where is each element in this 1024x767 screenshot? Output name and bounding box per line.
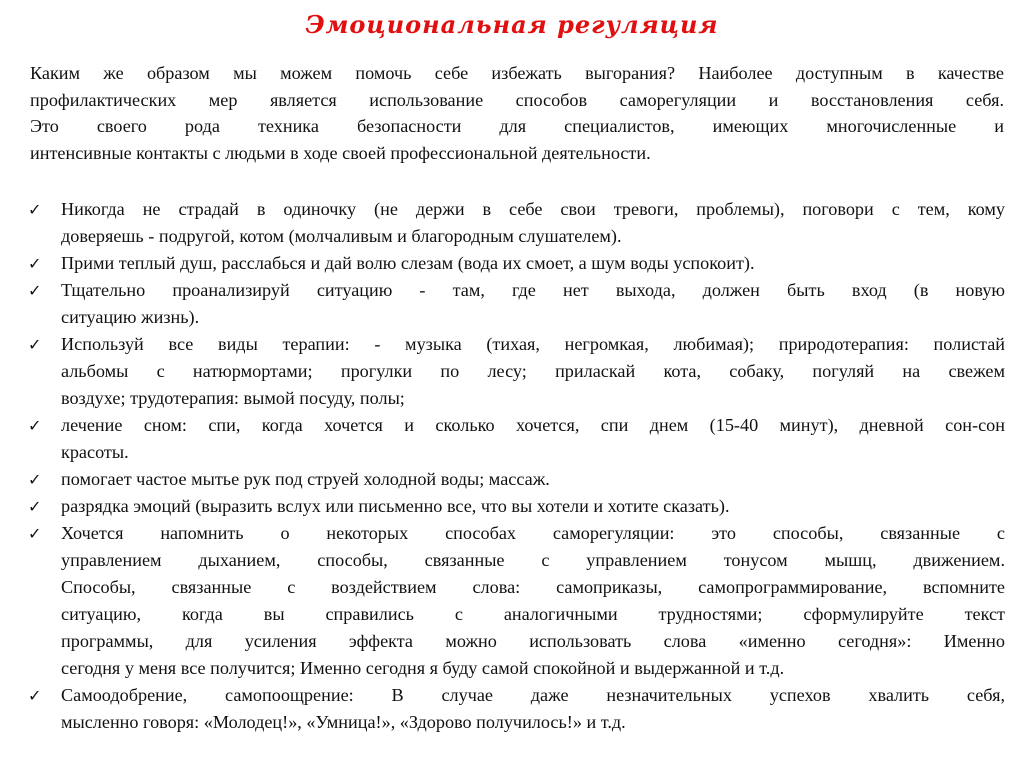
bullet-line: помогает частое мытье рук под струей холодной воды; массаж. (61, 469, 550, 489)
slide-title: Эмоциональная регуляция (305, 10, 719, 39)
tips-list (28, 196, 1005, 736)
intro-line: профилактических мер является использование способов саморегуляции и восстановления себя. (30, 89, 1004, 110)
bullet-line: Тщательно проанализируй ситуацию - там, где нет выхода, должен быть вход (в новую (61, 280, 1005, 300)
bullet-line: доверяешь - подругой, котом (молчаливым и благородным слушателем). (61, 226, 622, 246)
bullet-line: ситуацию жизнь). (61, 307, 200, 327)
check-mark-icon: ✓ (28, 524, 42, 543)
list-item (28, 196, 1005, 250)
bullet-line: программы, для усиления эффекта можно использовать слова «именно сегодня»: Именно (61, 631, 1005, 651)
list-item (28, 466, 1005, 493)
check-mark-icon: ✓ (28, 335, 42, 354)
bullet-line: сегодня у меня все получится; Именно сегодня я буду самой спокойной и выдержанной и т.д. (61, 658, 785, 678)
bullet-line: управлением дыханием, способы, связанные с управлением тонусом мышц, движением. (61, 550, 1005, 570)
bullet-line: разрядка эмоций (выразить вслух или письменно все, что вы хотели и хотите сказать). (61, 496, 730, 516)
list-item (28, 682, 1005, 736)
bullet-line: Прими теплый душ, расслабься и дай волю слезам (вода их смоет, а шум воды успокоит). (61, 253, 755, 273)
bullet-line: Способы, связанные с воздействием слова: самоприказы, самопрограммирование, вспомните (61, 577, 1005, 597)
bullet-line: воздухе; трудотерапия: вымой посуду, полы; (61, 388, 405, 408)
intro-paragraph (30, 60, 1004, 166)
check-mark-icon: ✓ (28, 281, 42, 300)
list-item (28, 520, 1005, 682)
bullet-line: лечение сном: спи, когда хочется и сколько хочется, спи днем (15-40 минут), дневной сон-сон (61, 415, 1005, 435)
check-mark-icon: ✓ (28, 686, 42, 705)
check-mark-icon: ✓ (28, 200, 42, 219)
check-mark-icon: ✓ (28, 497, 42, 516)
check-mark-icon: ✓ (28, 416, 42, 435)
list-item (28, 493, 1005, 520)
list-item (28, 250, 1005, 277)
intro-line: интенсивные контакты с людьми в ходе своей профессиональной деятельности. (30, 142, 651, 163)
bullet-line: красоты. (61, 442, 129, 462)
bullet-line: Самоодобрение, самопоощрение: В случае даже незначительных успехов хвалить себя, (61, 685, 1005, 705)
list-item (28, 331, 1005, 412)
bullet-line: ситуацию, когда вы справились с аналогичными трудностями; сформулируйте текст (61, 604, 1005, 624)
bullet-line: мысленно говоря: «Молодец!», «Умница!», «Здорово получилось!» и т.д. (61, 712, 626, 732)
check-mark-icon: ✓ (28, 470, 42, 489)
list-item (28, 277, 1005, 331)
bullet-line: Используй все виды терапии: - музыка (тихая, негромкая, любимая); природотерапия: полистай (61, 334, 1005, 354)
list-item (28, 412, 1005, 466)
check-mark-icon: ✓ (28, 254, 42, 273)
bullet-line: Никогда не страдай в одиночку (не держи в себе свои тревоги, проблемы), поговори с тем, кому (61, 199, 1005, 219)
bullet-line: альбомы с натюрмортами; прогулки по лесу; приласкай кота, собаку, погуляй на свежем (61, 361, 1005, 381)
intro-line: Это своего рода техника безопасности для специалистов, имеющих многочисленные и (30, 116, 1004, 136)
intro-line: Каким же образом мы можем помочь себе избежать выгорания? Наиболее доступным в качестве (30, 63, 1004, 83)
bullet-line: Хочется напомнить о некоторых способах саморегуляции: это способы, связанные с (61, 523, 1005, 543)
